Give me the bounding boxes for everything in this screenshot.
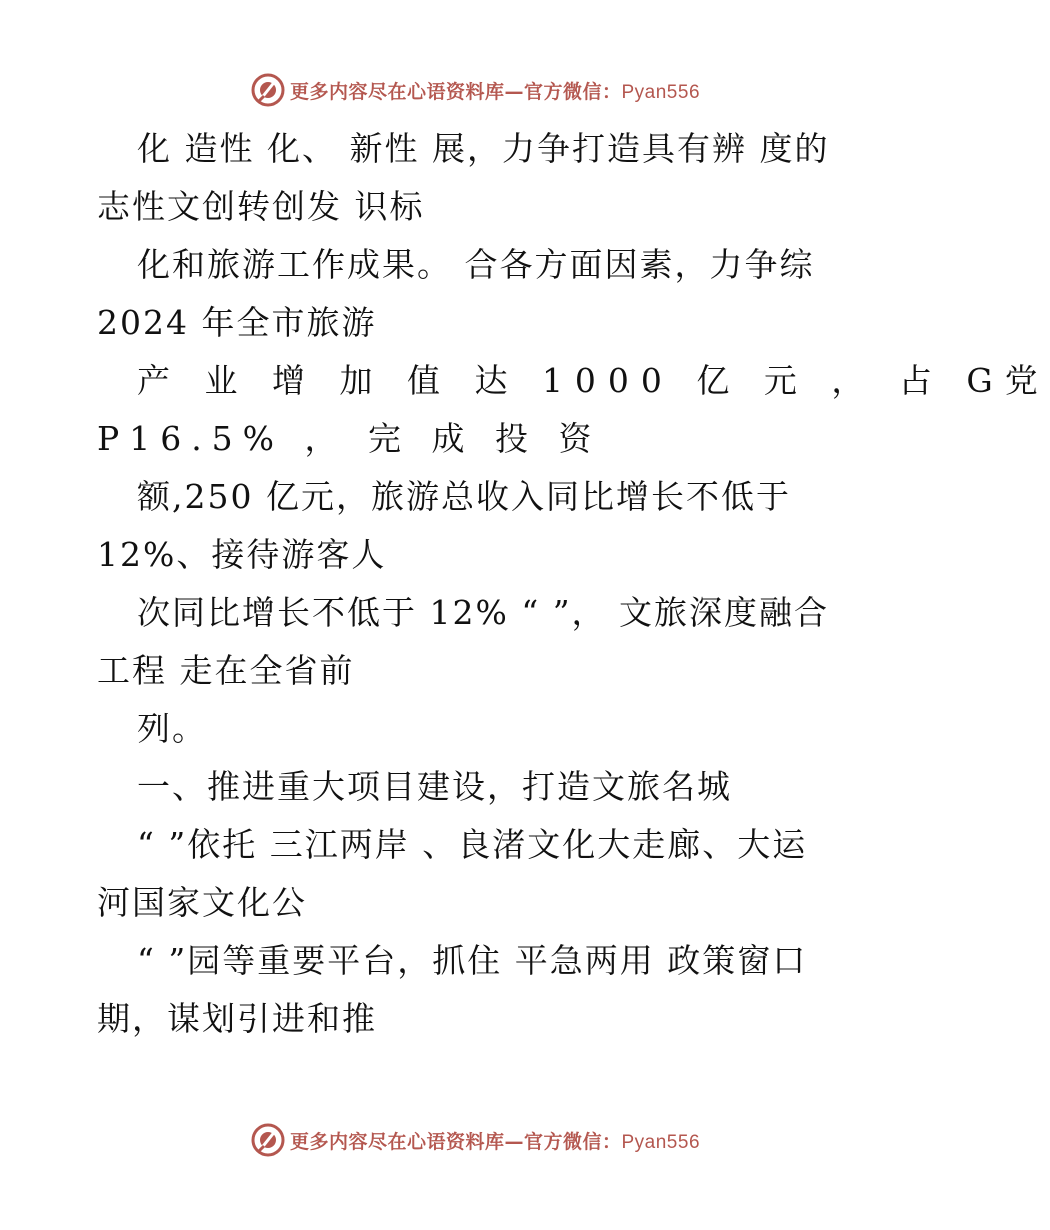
banner-contact-id: Pyan556 bbox=[621, 1131, 701, 1153]
text-line: 次同比增长不低于 12% “ ”， 文旅深度融合 bbox=[137, 593, 830, 632]
section-heading: 一、推进重大项目建设，打造文旅名城 bbox=[137, 767, 732, 806]
banner-separator: — bbox=[504, 80, 524, 103]
text-line: P16.5% ， 完 成 投 资 bbox=[97, 419, 602, 458]
banner-contact-label: 官方微信： bbox=[523, 1130, 622, 1153]
text-line: 12%、接待游客人 bbox=[97, 535, 387, 574]
footer-banner bbox=[0, 1120, 950, 1160]
text-line: “ ”依托 三江两岸 、良渚文化大走廊、大运 bbox=[137, 825, 808, 864]
banner-contact-id: Pyan556 bbox=[621, 81, 701, 103]
text-line: 2024 年全市旅游 bbox=[97, 303, 377, 342]
brand-logo-icon bbox=[250, 1122, 286, 1158]
text-line: 化 造性 化、 新性 展，力争打造具有辨 度的 bbox=[137, 129, 830, 168]
header-banner bbox=[0, 70, 950, 110]
banner-brand: 更多内容尽在心语资料库 bbox=[289, 1130, 505, 1153]
text-line: 期，谋划引进和推 bbox=[97, 999, 377, 1038]
text-line: 产 业 增 加 值 达 1000 亿 元 ， 占 G党 bbox=[137, 361, 1050, 400]
banner-brand: 更多内容尽在心语资料库 bbox=[289, 80, 505, 103]
text-line: “ ”园等重要平台，抓住 平急两用 政策窗口 bbox=[137, 941, 808, 980]
text-line: 河国家文化公 bbox=[97, 883, 307, 922]
text-line: 志性文创转创发 识标 bbox=[97, 187, 425, 226]
banner-contact-label: 官方微信： bbox=[523, 80, 622, 103]
text-line: 工程 走在全省前 bbox=[97, 651, 355, 690]
brand-logo-icon bbox=[250, 72, 286, 108]
text-line: 额,250 亿元，旅游总收入同比增长不低于 bbox=[137, 477, 791, 516]
banner-separator: — bbox=[504, 1130, 524, 1153]
document-body bbox=[97, 120, 1050, 1048]
text-line: 化和旅游工作成果。 合各方面因素，力争综 bbox=[137, 245, 815, 284]
text-line: 列。 bbox=[137, 709, 207, 748]
